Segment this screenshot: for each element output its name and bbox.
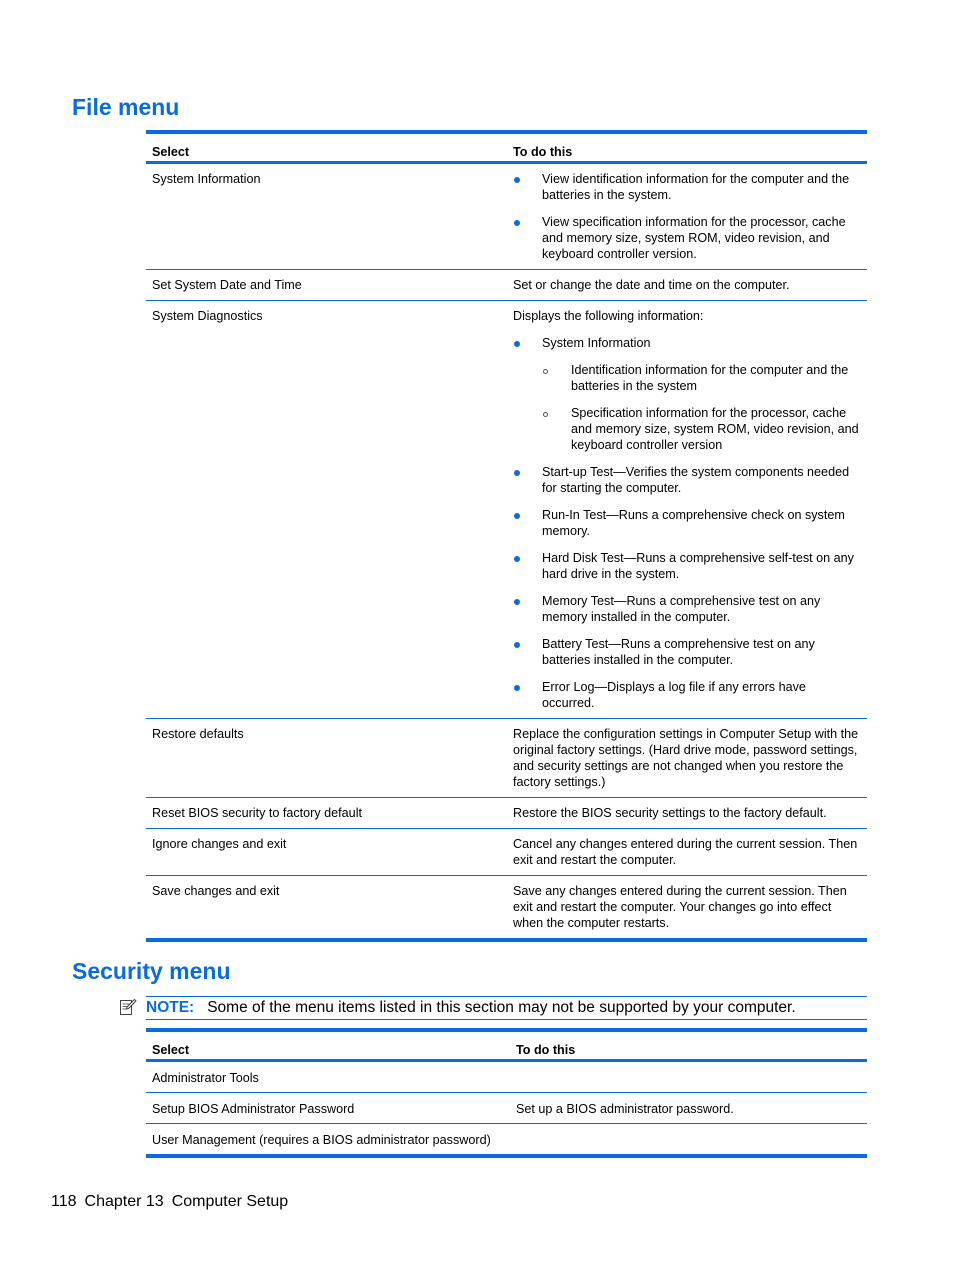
row-select: System Diagnostics xyxy=(152,308,263,323)
sub-list-item: Identification information for the computer and the batteries in the system xyxy=(542,362,861,394)
sub-bullet-list xyxy=(542,362,861,453)
list-item: Run-In Test—Runs a comprehensive check on system memory. xyxy=(513,507,861,539)
row-description xyxy=(507,162,867,269)
column-header-select: Select xyxy=(146,132,507,162)
row-description: Save any changes entered during the current session. Then exit and restart the computer. Your changes go into effect when the computer restarts. xyxy=(513,883,847,930)
row-description: Replace the configuration settings in Computer Setup with the original factory settings. (Hard drive mode, password settings, and security settings are not changed when you restore the factory settings.) xyxy=(513,726,859,789)
column-header-select: Select xyxy=(146,1030,510,1060)
list-item: Hard Disk Test—Runs a comprehensive self-test on any hard drive in the system. xyxy=(513,550,861,582)
section-label: User Management (requires a BIOS administrator password) xyxy=(152,1132,491,1147)
security-menu-heading: Security menu xyxy=(72,958,231,984)
row-select: Ignore changes and exit xyxy=(152,836,287,851)
row-description: Set or change the date and time on the computer. xyxy=(513,277,790,292)
table-row xyxy=(146,718,867,797)
page-number: 118 xyxy=(51,1193,77,1210)
row-select: Setup BIOS Administrator Password xyxy=(152,1101,355,1116)
table-row xyxy=(146,162,867,269)
row-description: Cancel any changes entered during the current session. Then exit and restart the computer. xyxy=(513,836,858,867)
table-header-row xyxy=(146,132,867,162)
list-item: Battery Test—Runs a comprehensive test on any batteries installed in the computer. xyxy=(513,636,861,668)
table-row xyxy=(146,269,867,300)
table-row xyxy=(146,797,867,828)
list-item: Memory Test—Runs a comprehensive test on any memory installed in the computer. xyxy=(513,593,861,625)
note-pencil-icon xyxy=(119,998,137,1016)
row-select: Reset BIOS security to factory default xyxy=(152,805,362,820)
table-row xyxy=(146,875,867,940)
file-menu-heading: File menu xyxy=(72,94,180,120)
description-lead: Displays the following information: xyxy=(513,308,704,323)
row-select: Save changes and exit xyxy=(152,883,280,898)
row-select: Set System Date and Time xyxy=(152,277,302,292)
security-menu-table xyxy=(146,1028,867,1158)
row-select: Restore defaults xyxy=(152,726,244,741)
bullet-list xyxy=(513,335,861,711)
table-header-row xyxy=(146,1030,867,1060)
note-text: Some of the menu items listed in this section may not be supported by your computer. xyxy=(207,999,796,1016)
row-description: Set up a BIOS administrator password. xyxy=(516,1101,734,1116)
section-label: Administrator Tools xyxy=(152,1070,259,1085)
list-item xyxy=(513,335,861,453)
page-footer xyxy=(51,1192,296,1212)
column-header-todo: To do this xyxy=(507,132,867,162)
file-menu-table xyxy=(146,130,867,942)
list-item: View specification information for the processor, cache and memory size, system ROM, video revision, and keyboard controller version. xyxy=(513,214,861,262)
table-section-row xyxy=(146,1060,867,1092)
chapter-title: Computer Setup xyxy=(171,1193,289,1210)
row-select: System Information xyxy=(152,171,261,186)
list-item: View identification information for the computer and the batteries in the system. xyxy=(513,171,861,203)
table-section-row xyxy=(146,1123,867,1156)
table-row xyxy=(146,828,867,875)
chapter-label: Chapter 13 xyxy=(84,1193,164,1210)
column-header-todo: To do this xyxy=(510,1030,867,1060)
table-row xyxy=(146,300,867,718)
note-label: NOTE: xyxy=(146,999,195,1016)
sub-list-item: Specification information for the processor, cache and memory size, system ROM, video revision, and keyboard controller version xyxy=(542,405,861,453)
row-description: Restore the BIOS security settings to the factory default. xyxy=(513,805,827,820)
table-row xyxy=(146,1092,867,1123)
list-item-label: System Information xyxy=(542,335,651,350)
row-description xyxy=(507,300,867,718)
list-item: Error Log—Displays a log file if any errors have occurred. xyxy=(513,679,861,711)
list-item: Start-up Test—Verifies the system components needed for starting the computer. xyxy=(513,464,861,496)
note-box xyxy=(146,996,867,1020)
bullet-list xyxy=(513,171,861,262)
